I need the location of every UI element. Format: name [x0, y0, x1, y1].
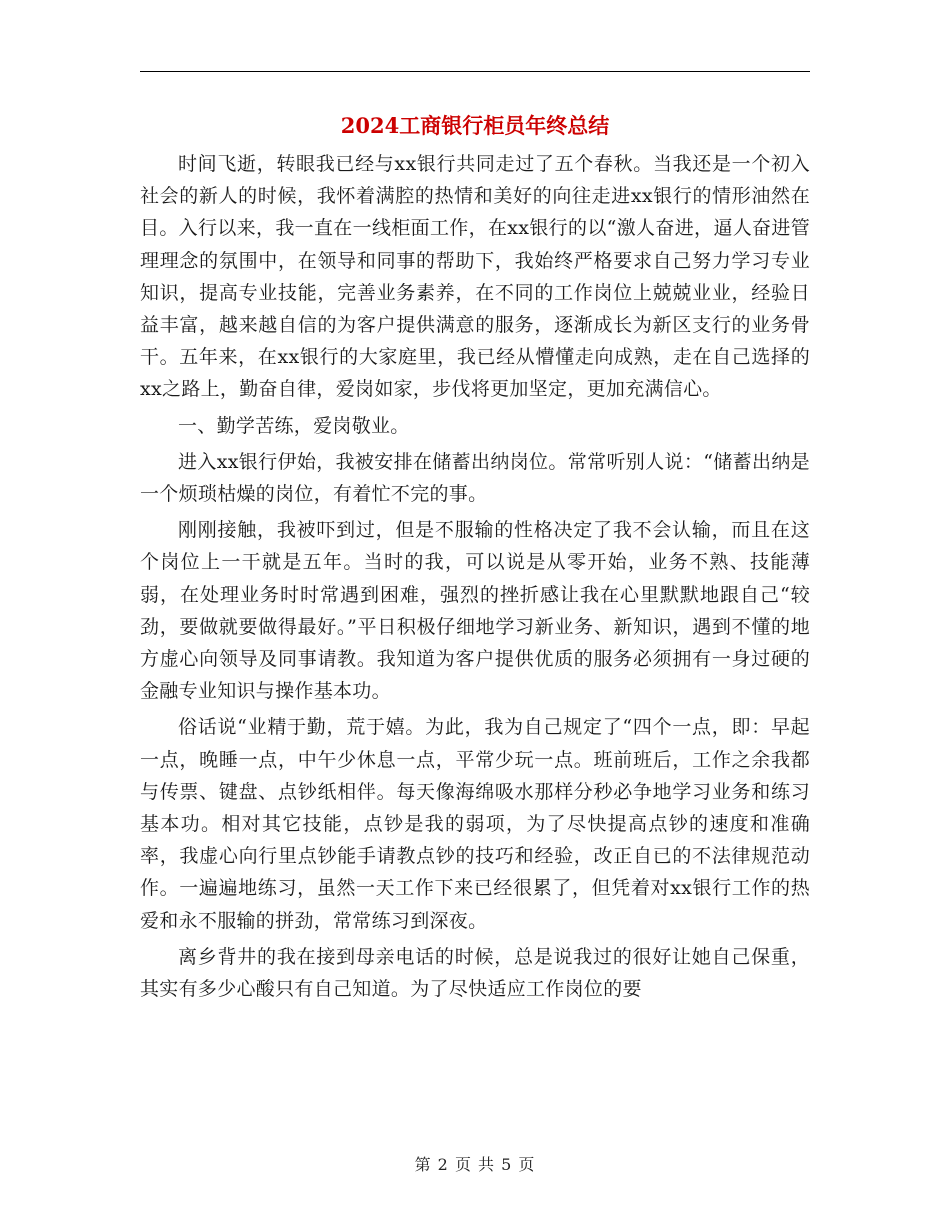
document-body: [140, 148, 810, 1009]
paragraph-4: 俗话说“业精于勤，荒于嬉。为此，我为自己规定了“四个一点，即：早起一点，晚睡一点，中午少休息一点，平常少玩一点。班前班后，工作之余我都与传票、键盘、点钞纸相伴。每天像海绵吸水那样分秒必争地学习业务和练习基本功。相对其它技能，点钞是我的弱项，为了尽快提高点钞的速度和准确率，我虚心向行里点钞能手请教点钞的技巧和经验，改正自已的不法律规范动作。一遍遍地练习，虽然一天工作下来已经很累了，但凭着对xx银行工作的热爱和永不服输的拼劲，常常练习到深夜。: [140, 716, 810, 932]
header-rule: [140, 71, 810, 72]
section-heading-1: 一、勤学苦练，爱岗敬业。: [178, 414, 410, 437]
document-title: 2024工商银行柜员年终总结: [340, 113, 610, 138]
paragraph-2: 进入xx银行伊始，我被安排在储蓄出纳岗位。常常听别人说：“储蓄出纳是一个烦琐枯燥的岗位，有着忙不完的事。: [140, 450, 810, 506]
paragraph-3: 刚刚接触，我被吓到过，但是不服输的性格决定了我不会认输，而且在这个岗位上一干就是五年。当时的我，可以说是从零开始，业务不熟、技能薄弱，在处理业务时时常遇到困难，强烈的挫折感让我在心里默默地跟自己“较劲，要做就要做得最好。”平日积极仔细地学习新业务、新知识，遇到不懂的地方虚心向领导及同事请教。我知道为客户提供优质的服务必须拥有一身过硬的金融专业知识与操作基本功。: [140, 519, 810, 703]
paragraph-intro: 时间飞逝，转眼我已经与xx银行共同走过了五个春秋。当我还是一个初入社会的新人的时候，我怀着满腔的热情和美好的向往走进xx银行的情形油然在目。入行以来，我一直在一线柜面工作，在xx银行的以“激人奋进，逼人奋进管理理念的氛围中，在领导和同事的帮助下，我始终严格要求自己努力学习专业知识，提高专业技能，完善业务素养，在不同的工作岗位上兢兢业业，经验日益丰富，越来越自信的为客户提供满意的服务，逐渐成长为新区支行的业务骨干。五年来，在xx银行的大家庭里，我已经从懵懂走向成熟，走在自己选择的xx之路上，勤奋自律，爱岗如家，步伐将更加坚定，更加充满信心。: [140, 153, 810, 401]
page-number-footer: 第 2 页 共 5 页: [414, 1155, 536, 1174]
paragraph-5: 离乡背井的我在接到母亲电话的时候，总是说我过的很好让她自己保重，其实有多少心酸只有自己知道。为了尽快适应工作岗位的要: [140, 945, 810, 1001]
